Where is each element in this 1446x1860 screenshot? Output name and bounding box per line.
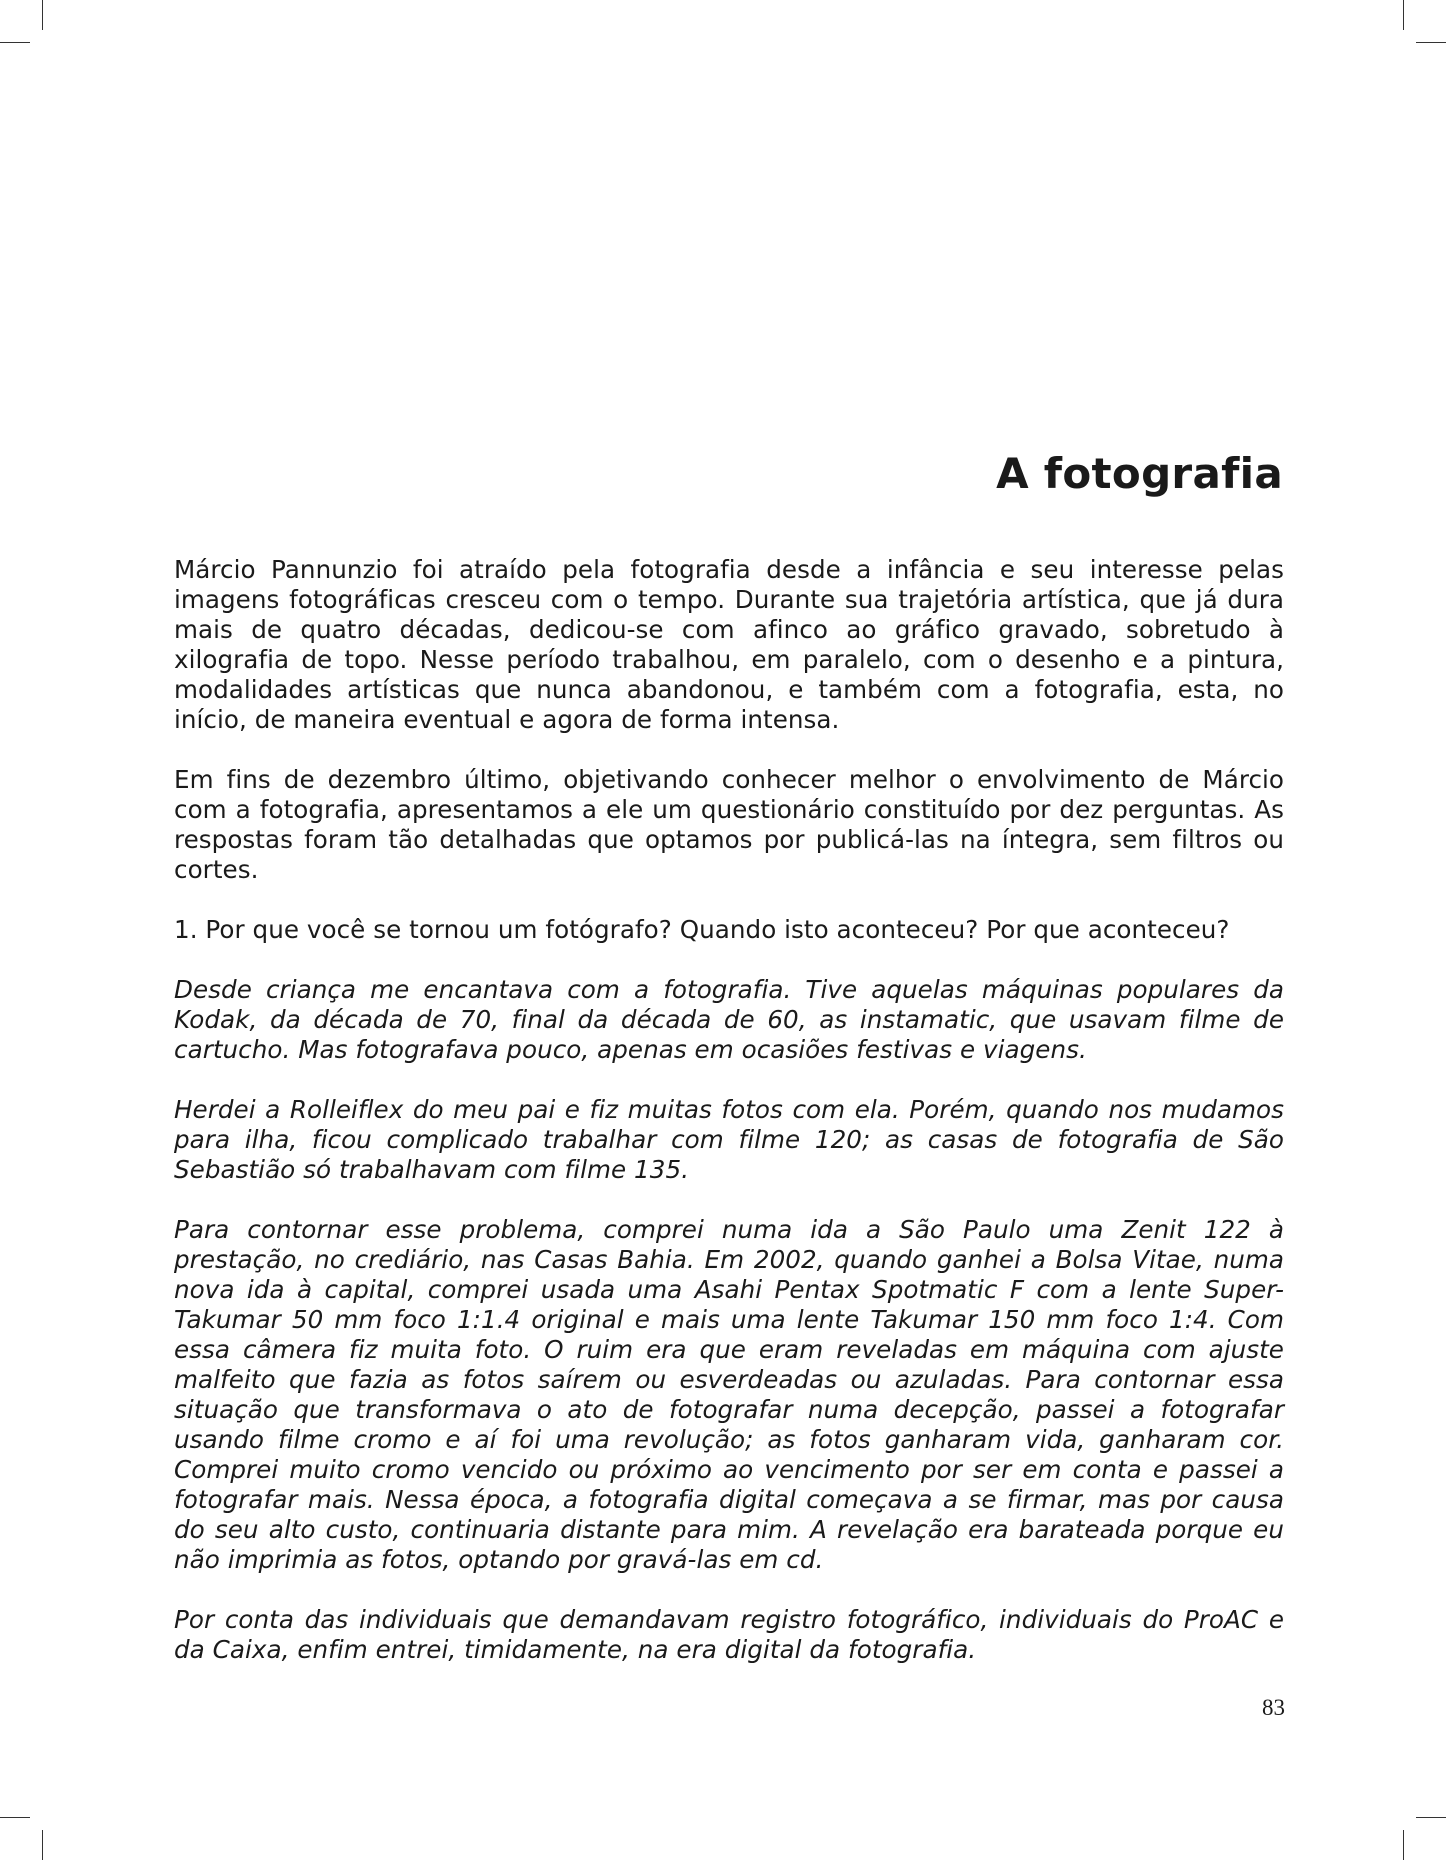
article-body <box>174 555 1284 1695</box>
crop-mark-bottom-left-vertical <box>42 1830 43 1860</box>
answer-paragraph-2: Herdei a Rolleiflex do meu pai e fiz muitas fotos com ela. Porém, quando nos mudamos para ilha, ficou complicado trabalhar com filme 120; as casas de fotografia de São Sebastião só trabalhavam com filme 135. <box>174 1095 1284 1184</box>
question-1: 1. Por que você se tornou um fotógrafo? Quando isto aconteceu? Por que aconteceu? <box>174 915 1230 944</box>
answer-paragraph-1: Desde criança me encantava com a fotografia. Tive aquelas máquinas populares da Kodak, da década de 70, final da década de 60, as instamatic, que usavam filme de cartucho. Mas fotografava pouco, apenas em ocasiões festivas e viagens. <box>174 975 1284 1064</box>
crop-mark-bottom-left-horizontal <box>0 1817 30 1818</box>
crop-mark-top-left-vertical <box>42 0 43 30</box>
crop-mark-bottom-right-vertical <box>1403 1830 1404 1860</box>
answer-paragraph-4: Por conta das individuais que demandavam registro fotográfico, individuais do ProAC e da Caixa, enfim entrei, timidamente, na era digital da fotografia. <box>174 1605 1284 1664</box>
answer-paragraph-3: Para contornar esse problema, comprei numa ida a São Paulo uma Zenit 122 à prestação, no crediário, nas Casas Bahia. Em 2002, quando ganhei a Bolsa Vitae, numa nova ida à capital, comprei usada uma Asahi Pentax Spotmatic F com a lente Super-Takumar 50 mm foco 1:1.4 original e mais uma lente Takumar 150 mm foco 1:4. Com essa câmera fiz muita foto. O ruim era que eram reveladas em máquina com ajuste malfeito que fazia as fotos saírem ou esverdeadas ou azuladas. Para contornar essa situação que transformava o ato de fotografar numa decepção, passei a fotografar usando filme cromo e aí foi uma revolução; as fotos ganharam vida, ganharam cor. Comprei muito cromo vencido ou próximo ao vencimento por ser em conta e passei a fotografar mais. Nessa época, a fotografia digital começava a se firmar, mas por causa do seu alto custo, continuaria distante para mim. A revelação era barateada porque eu não imprimia as fotos, optando por gravá-las em cd. <box>174 1215 1284 1574</box>
crop-mark-bottom-right-horizontal <box>1416 1817 1446 1818</box>
crop-mark-top-right-vertical <box>1403 0 1404 30</box>
page-title: A fotografia <box>996 449 1283 498</box>
page-number: 83 <box>1262 1695 1285 1720</box>
intro-paragraph-2: Em fins de dezembro último, objetivando conhecer melhor o envolvimento de Márcio com a fotografia, apresentamos a ele um questionário constituído por dez perguntas. As respostas foram tão detalhadas que optamos por publicá-las na íntegra, sem filtros ou cortes. <box>174 765 1284 884</box>
intro-paragraph-1: Márcio Pannunzio foi atraído pela fotografia desde a infância e seu interesse pelas imagens fotográficas cresceu com o tempo. Durante sua trajetória artística, que já dura mais de quatro décadas, dedicou-se com afinco ao gráfico gravado, sobretudo à xilografia de topo. Nesse período trabalhou, em paralelo, com o desenho e a pintura, modalidades artísticas que nunca abandonou, e também com a fotografia, esta, no início, de maneira eventual e agora de forma intensa. <box>174 555 1284 734</box>
crop-mark-top-left-horizontal <box>0 42 30 43</box>
crop-mark-top-right-horizontal <box>1416 42 1446 43</box>
